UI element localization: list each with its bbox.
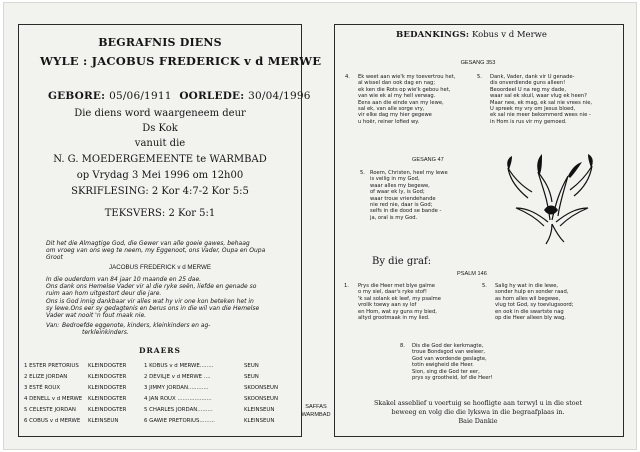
announcement (46, 240, 296, 262)
service-date: op Vrydag 3 Mei 1996 om 12h00 (76, 170, 244, 181)
verse-line: is veilig in my God, (370, 176, 420, 183)
bearer-row (24, 418, 304, 424)
verse-line: waar sal ek skuil, waar vlug ek heen? (490, 93, 587, 100)
dates-line (48, 90, 311, 102)
bearer-row (24, 396, 304, 402)
verse-line: ek sal nie meer bekommerd wees nie - (490, 112, 591, 119)
verse-line: en ook in die swartste nag (495, 308, 564, 315)
deceased-name-caps: JACOBUS FREDERICK v d MERWE (109, 264, 211, 271)
bearer-row (24, 363, 304, 369)
died-date: 30/04/1996 (248, 90, 311, 102)
hymn-47-verse5-num: 5. (360, 170, 365, 176)
psalm-verse8-num: 8. (400, 343, 405, 349)
bearer-relation: KLEINDOGTER (88, 374, 127, 380)
service-title: BEGRAFNIS DIENS (98, 36, 222, 49)
thanks-heading (396, 30, 547, 40)
bearer-relation: KLEINSEUN (244, 407, 275, 413)
verse-line: al wissel dan ook dag en nag; (358, 80, 436, 87)
hymn-353-verse5 (490, 74, 592, 125)
service-line-3: vanuit die (134, 138, 186, 149)
signed-by (62, 322, 210, 336)
verse-line: Ek weet aan wie'k my toevertrou het, (358, 74, 456, 80)
bearer-name: 4 DENELL v d MERWE (24, 396, 83, 402)
psalm-verse1-num: 1. (344, 283, 349, 289)
bearer-name: 3 ESTÉ ROUX (24, 385, 61, 391)
funeral-home (296, 403, 336, 419)
memorial-line: sy lewe.Ons eer sy gedagtenis en berus ons in die wil van die Hemelse (46, 304, 260, 312)
bearers-title: DRAERS (139, 346, 181, 355)
notice-line: Skakel asseblief u voertuig se hoofligte aan terwyl u in die stoet (374, 399, 582, 407)
bearer-relation: KLEINDOGTER (88, 396, 127, 402)
signed-line: Bedroefde eggenote, kinders, kleinkinders en ag- (62, 322, 211, 329)
born-date: 05/06/1911 (109, 90, 172, 102)
verse-line: sonder hulp en sonder raad, (495, 289, 569, 296)
deceased-name-line (40, 54, 322, 68)
memorial-line: In die ouderdom van 84 jaar 10 maande en 25 dae. (46, 276, 202, 283)
hymn-47-title: GESANG 47 (412, 157, 444, 163)
bearer-name: 3 JIMMY JORDAN............ (144, 385, 209, 391)
announcement-line: Groot (46, 254, 63, 262)
verse-line: Maar nee, ek mag, ek sal nie vrees nie, (490, 99, 593, 106)
bearer-name: 1 KOBUS v d MERWE........ (144, 363, 214, 369)
bearer-relation: KLEINSEUN (244, 418, 275, 424)
announcement-line: om vroeg van ons weg te neem, my Eggenoot, ons Vader, Oupa en Oupa (46, 247, 266, 255)
sermon-text: TEKSVERS: 2 Kor 5:1 (104, 208, 216, 219)
born-label: GEBORE: (48, 90, 106, 102)
verse-line: nie red nie, daar is God; (370, 202, 433, 209)
closing-notice (334, 399, 622, 426)
bearer-name: 6 COBUS v d MERWE (24, 418, 81, 424)
bearer-relation: KLEINSEUN (88, 418, 119, 424)
bearer-relation: KLEINDOGTER (88, 407, 127, 413)
notice-line: Baie Dankie (458, 417, 498, 425)
verse-line: Eens aan die einde van my lewe, (358, 99, 444, 106)
lily-flower-icon (498, 150, 602, 246)
bearer-relation: KLEINDOGTER (88, 363, 127, 369)
notice-line: beweeg en volg die die lykswa in die begraafplaas in. (391, 408, 565, 416)
bearer-relation: KLEINDOGTER (88, 385, 127, 391)
verse-line: 'k sal solank ek leef, my psalme (358, 295, 441, 302)
bearer-row (24, 407, 304, 413)
verse-line: God van wordende geslagte, (412, 355, 487, 362)
verse-line: en Hom, wat sy guns my bied, (358, 308, 437, 315)
bearer-relation: SKOONSEUN (244, 396, 278, 402)
announcement-line: Dit het die Almagtige God, die Gewer van alle goeie gawes, behaag (46, 240, 250, 247)
verse-line: ek ken die Rots op wie'k gebou het, (358, 86, 451, 93)
thanks-name: Kobus v d Merwe (471, 30, 547, 40)
hymn-47-verse5 (370, 170, 448, 221)
verse-line: Dis die God der kerkmagte, (412, 343, 484, 349)
psalm-verse5-num: 5. (482, 283, 487, 289)
hymn-353-verse4 (358, 74, 455, 125)
verse-line: sal ek, van alle sorge vry, (358, 106, 425, 113)
thanks-label: BEDANKINGS: (396, 30, 470, 40)
died-label: OORLEDE: (179, 90, 245, 102)
verse-line: selfs in die dood se bande - (370, 208, 442, 215)
verse-line: van wie ek al my hell verwag. (358, 93, 436, 100)
hymn-353-verse5-num: 5. (477, 74, 482, 80)
verse-line: vrolik toewy aan sy lof (358, 302, 417, 309)
bearer-relation: SEUN (244, 363, 259, 369)
deceased-name: JACOBUS FREDERICK v d MERWE (91, 54, 322, 68)
bearer-name: 5 CELESTE JORDAN (24, 407, 76, 413)
verse-line: Sion, sing die God ter eer, (412, 368, 480, 375)
scripture-reading: SKRIFLESING: 2 Kor 4:7-2 Kor 5:5 (71, 186, 249, 197)
verse-line: waar troue vriendehande (370, 195, 436, 202)
verse-line: Roem, Christen, heel my lewe (370, 170, 448, 176)
service-line-1: Die diens word waargeneem deur (74, 108, 246, 119)
funeral-home-line: WARMBAD (301, 412, 331, 418)
bearer-name: 5 CHARLES JORDAN......... (144, 407, 213, 413)
verse-line: altyd grootmaak in my lied. (358, 315, 430, 322)
funeral-home-line: SAFFAS (305, 404, 327, 410)
bearer-relation: SEUN (244, 374, 259, 380)
memorial-line: Ons is God innig dankbaar vir alles wat hy vir one kon beteken het in (46, 297, 254, 305)
bearer-name: 6 GAWIE PRETORIUS......... (144, 418, 215, 424)
verse-line: U spreek my vry om Jesus bloed, (490, 106, 576, 113)
verse-line: op die Heer alleen bly wag. (495, 315, 566, 322)
hymn-353-title: GESANG 353 (460, 60, 496, 66)
verse-line: u hoër, reiner lofied wy. (358, 118, 420, 125)
verse-line: waar alles my begewe, (370, 182, 430, 189)
verse-line: Prys die Heer met blye galme (358, 283, 435, 289)
signed-line: terkleinkinders. (82, 329, 129, 337)
signed-label: Van: (46, 322, 60, 329)
verse-line: prys sy grootheid, lof die Heer! (412, 375, 493, 382)
psalm-146-title: PSALM 146 (457, 271, 487, 277)
bearer-relation: SKOONSEUN (244, 385, 278, 391)
verse-line: Dank, Vader, dank vir U genade- (490, 74, 575, 80)
bearer-name: 2 ELIZE JORDAN (24, 374, 68, 380)
verse-line: as hom alles wil begewe, (495, 295, 561, 302)
minister: Ds Kok (142, 123, 178, 134)
verse-line: dis onverdiende guns alleen! (490, 80, 566, 87)
memorial-line: ruim aan hom uitgestort deur die jare. (46, 290, 162, 298)
verse-line: of waar ek ly, is God; (370, 189, 425, 196)
verse-line: Beoordeel U na reg my dade, (490, 86, 566, 93)
bearer-name: 2 DEVILJE v d MERWE .... (144, 374, 211, 380)
verse-line: o my siel, daar's ryke stof! (358, 289, 427, 296)
verse-line: Salig hy wat in die lewe, (495, 283, 559, 289)
verse-line: vir elke dag my hier gegewe (358, 112, 432, 119)
memorial-text (46, 276, 296, 319)
verse-line: vlug tot God, sy toevlugsoord; (495, 302, 574, 309)
bearer-name: 4 JAN ROUX .................... (144, 396, 212, 402)
name-prefix: WYLE : (40, 54, 88, 68)
verse-line: troue Bondsgod van weleer, (412, 349, 486, 356)
hymn-353-verse4-num: 4. (345, 74, 350, 80)
bearer-name: 1 ESTER PRETORIUS (24, 363, 79, 369)
memorial-line: Ons dank ons Hemelse Vader vir al die ryke seën, liefde en genade so (46, 283, 257, 291)
graveside-heading: By die graf: (372, 256, 432, 267)
bearer-row (24, 374, 304, 380)
church: N. G. MOEDERGEMEENTE te WARMBAD (53, 154, 267, 165)
bearer-row (24, 385, 304, 391)
verse-line: totin ewigheid die Heer. (412, 362, 474, 369)
verse-line: ja, oral is my God. (370, 214, 418, 221)
psalm-verse8 (412, 343, 493, 381)
verse-line: in Hom is rus vir my gemoed. (490, 118, 567, 125)
psalm-verse5 (495, 283, 573, 321)
psalm-verse1 (358, 283, 441, 321)
memorial-line: Vader wat nooit 'n fout maak nie. (46, 312, 147, 320)
